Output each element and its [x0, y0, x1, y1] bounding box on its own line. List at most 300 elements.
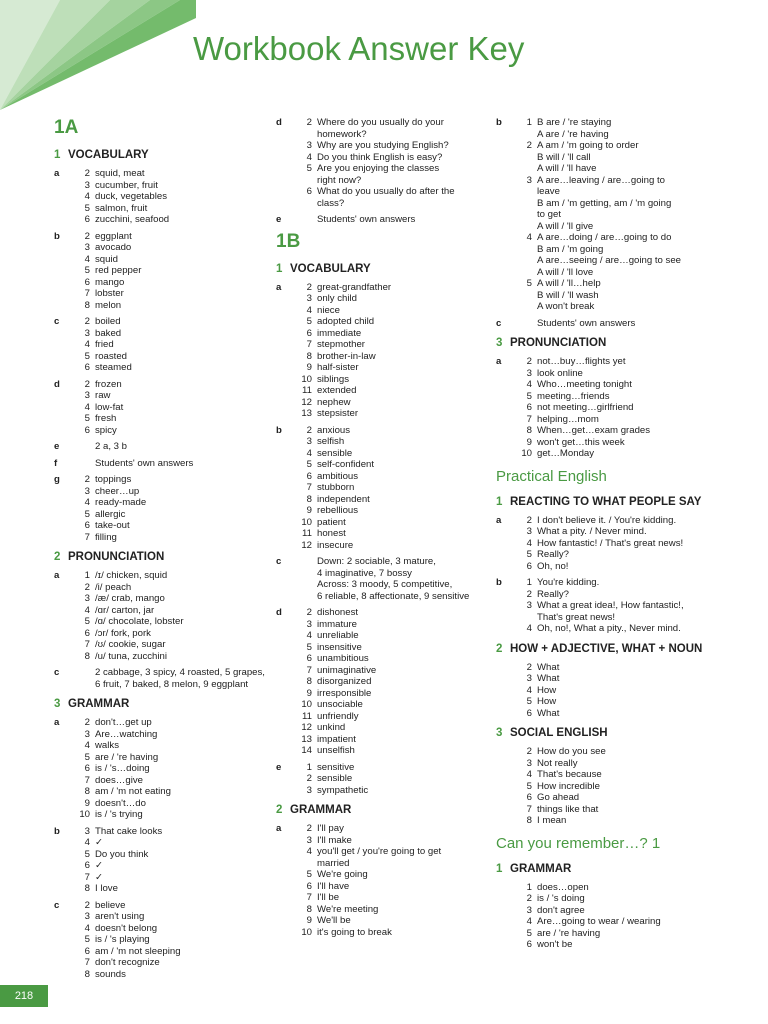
answer-number: 5 [526, 696, 532, 707]
section-heading [54, 698, 269, 711]
answer-text: 2 cabbage, 3 spicy, 4 roasted, 5 grapes, [95, 667, 265, 678]
answer-item [290, 762, 491, 774]
section-heading [54, 551, 269, 564]
answer-item [510, 437, 721, 449]
answer-number: 4 [526, 684, 532, 696]
answer-text: things like that [537, 803, 599, 815]
answer-item [68, 752, 269, 764]
answer-text: aren't using [95, 911, 145, 922]
section-title: VOCABULARY [290, 262, 371, 275]
answer-number: 2 [84, 316, 90, 327]
answer-number [68, 679, 95, 691]
answer-text: unimaginative [317, 664, 377, 676]
answer-text: baked [95, 327, 122, 339]
exercise-letter: b [496, 577, 502, 588]
exercise-letter: c [54, 667, 60, 678]
answer-item [290, 362, 491, 374]
exercise-letter: e [54, 441, 60, 452]
answer-number: 6 [526, 402, 532, 413]
answer-item [290, 927, 491, 939]
answer-text: spicy [95, 424, 117, 436]
answer-text: I'll have [317, 880, 350, 892]
answer-number: 3 [526, 904, 532, 916]
answer-text: Oh, no! [537, 560, 569, 572]
answer-number: 5 [84, 616, 90, 627]
answer-number: 8 [526, 815, 532, 826]
answer-text: A am / 'm going to order [537, 140, 639, 151]
answer-item [510, 356, 721, 368]
answer-text: What [537, 673, 560, 684]
answer-number: 5 [84, 413, 90, 424]
exercise [496, 577, 721, 635]
answer-number: 1 [526, 881, 532, 893]
answer-item [68, 203, 269, 215]
answer-text: married [317, 857, 350, 869]
answer-item [510, 368, 721, 380]
answer-list [68, 458, 269, 470]
answer-list [290, 117, 491, 209]
answer-item [290, 630, 491, 642]
section-number: 3 [496, 727, 503, 739]
answer-number: 2 [526, 661, 532, 673]
answer-number [510, 301, 537, 313]
answer-number: 11 [302, 385, 312, 396]
answer-number: 3 [306, 618, 312, 630]
answer-text: I'll be [317, 892, 340, 903]
answer-item [68, 593, 269, 605]
answer-item [290, 607, 491, 619]
answer-text: /ɑr/ carton, jar [95, 604, 155, 616]
answer-number: 12 [301, 539, 312, 551]
answer-number: 1 [526, 577, 532, 588]
answer-text: don't…get up [95, 717, 152, 728]
answer-number: 4 [84, 922, 90, 934]
answer-text: take-out [95, 520, 130, 531]
answer-text: Not really [537, 757, 578, 769]
answer-number: 13 [301, 733, 312, 745]
answer-item [290, 568, 491, 580]
section-title: PRONUNCIATION [68, 551, 165, 563]
exercise [54, 441, 269, 453]
answer-item [68, 969, 269, 981]
answer-number [510, 221, 537, 233]
answer-text: /ɔr/ fork, pork [95, 627, 151, 639]
answer-text: B am / 'm going [537, 243, 604, 255]
answer-number: 3 [526, 757, 532, 769]
answer-number: 3 [84, 825, 90, 837]
answer-text: does…give [95, 774, 143, 786]
answer-number: 7 [526, 413, 532, 425]
answer-text: Why are you studying English? [317, 140, 449, 151]
answer-list [510, 515, 721, 573]
answer-text: adopted child [317, 316, 375, 327]
answer-text: Students' own answers [95, 457, 194, 469]
answer-number: 3 [84, 485, 90, 497]
answer-text: unsociable [317, 699, 363, 710]
answer-item [290, 722, 491, 734]
answer-text: A won't break [537, 301, 595, 312]
answer-item [68, 605, 269, 617]
answer-item [290, 881, 491, 893]
answer-item [510, 685, 721, 697]
answer-item [68, 486, 269, 498]
answer-text: leave [537, 186, 560, 197]
answer-number: 5 [306, 869, 312, 880]
answer-number: 9 [306, 505, 312, 516]
exercise-letter [496, 882, 510, 951]
answer-number [510, 186, 537, 198]
answer-number: 8 [306, 903, 312, 915]
answer-number: 4 [84, 401, 90, 413]
answer-item [290, 785, 491, 797]
answer-number: 12 [301, 722, 312, 733]
exercise [496, 746, 721, 827]
answer-item [68, 860, 269, 872]
answer-text: /ɪ/ chicken, squid [95, 570, 168, 581]
answer-number: 2 [306, 424, 312, 436]
answer-item [510, 708, 721, 720]
answer-list [290, 762, 491, 797]
exercise [54, 717, 269, 821]
answer-text: selfish [317, 436, 345, 447]
section-heading [496, 727, 721, 740]
answer-text: siblings [317, 373, 349, 385]
answer-number [510, 255, 537, 267]
answer-list [290, 607, 491, 757]
answer-item [510, 916, 721, 928]
answer-text: Who…meeting tonight [537, 379, 632, 390]
answer-text: brother-in-law [317, 350, 376, 362]
answer-text: to get [537, 209, 562, 220]
answer-item [290, 186, 491, 198]
answer-number [510, 129, 537, 141]
answer-item [68, 946, 269, 958]
answer-item [290, 316, 491, 328]
answer-item [290, 846, 491, 858]
answer-text: red pepper [95, 265, 142, 276]
answer-text: B will / 'll wash [537, 289, 599, 301]
answer-text: How incredible [537, 780, 600, 792]
answer-number [290, 556, 317, 568]
answer-number: 6 [84, 627, 90, 639]
exercise [496, 882, 721, 951]
answer-number: 2 [306, 823, 312, 834]
answer-number: 5 [526, 927, 532, 939]
exercise [496, 662, 721, 720]
answer-list [68, 667, 269, 690]
answer-number: 2 [526, 140, 532, 151]
answer-text: low-fat [95, 401, 124, 413]
answer-number: 4 [306, 846, 312, 857]
answer-item [68, 923, 269, 935]
answer-item [510, 928, 721, 940]
answer-item [68, 849, 269, 861]
answer-text: Where do you usually do your [317, 117, 444, 128]
answer-list [510, 577, 721, 635]
answer-number: 6 [526, 792, 532, 803]
answer-item [290, 163, 491, 175]
answer-text: is / 's…doing [95, 763, 150, 774]
answer-list [510, 117, 721, 313]
exercise-letter: f [54, 457, 58, 469]
answer-list [290, 214, 491, 226]
exercise [54, 316, 269, 374]
answer-text: raw [95, 390, 111, 401]
answer-number: 5 [306, 316, 312, 327]
answer-text: look online [537, 367, 583, 379]
answer-item [290, 385, 491, 397]
answer-number [68, 441, 95, 453]
answer-text: How [537, 684, 557, 696]
answer-number: 6 [84, 520, 90, 531]
answer-text: only child [317, 293, 357, 304]
answer-text: extended [317, 385, 357, 396]
answer-number: 2 [84, 230, 90, 242]
section-number: 1 [276, 262, 283, 275]
answer-number [290, 568, 317, 580]
answer-item [290, 892, 491, 904]
subheading: Can you remember…? 1 [496, 834, 661, 852]
answer-number: 10 [301, 373, 312, 385]
exercise [54, 826, 269, 895]
answer-item [510, 758, 721, 770]
answer-text: Down: 2 sociable, 3 mature, [317, 556, 436, 567]
answer-text: insensitive [317, 641, 362, 653]
answer-list [68, 441, 269, 453]
answer-text: won't be [537, 939, 573, 950]
answer-item [68, 934, 269, 946]
exercise-letter [496, 662, 510, 720]
answer-text: /ɑ/ chocolate, lobster [95, 616, 184, 627]
answer-text: We're meeting [317, 903, 379, 915]
answer-text: roasted [95, 350, 127, 362]
answer-text: squid, meat [95, 168, 145, 179]
answer-text: am / 'm not sleeping [95, 945, 181, 957]
answer-item [68, 242, 269, 254]
exercise [54, 458, 269, 470]
answer-number: 2 [306, 607, 312, 618]
answer-text: don't agree [537, 904, 585, 916]
answer-number: 6 [84, 276, 90, 288]
section-number: 2 [276, 804, 283, 816]
answer-text: Go ahead [537, 792, 580, 803]
answer-number: 5 [526, 780, 532, 792]
answer-item [68, 570, 269, 582]
answer-number: 3 [526, 174, 532, 186]
exercise-letter: d [54, 378, 60, 390]
answer-number: 7 [84, 288, 90, 299]
answer-item [68, 180, 269, 192]
answer-text: anxious [317, 424, 351, 436]
answer-text: get…Monday [537, 448, 595, 459]
answer-item [290, 471, 491, 483]
exercise [496, 117, 721, 313]
answer-text: Really? [537, 588, 569, 600]
answer-list [68, 231, 269, 312]
answer-item [510, 589, 721, 601]
answer-number: 6 [306, 327, 312, 339]
exercise-letter: b [496, 117, 502, 128]
answer-number: 3 [84, 327, 90, 339]
answer-number: 6 [526, 707, 532, 719]
answer-item [290, 397, 491, 409]
answer-text: /æ/ crab, mango [95, 593, 165, 604]
section-number: 2 [54, 551, 61, 563]
answer-item [68, 837, 269, 849]
exercise-letter: c [496, 317, 502, 329]
answer-number: 7 [84, 957, 90, 968]
answer-number: 7 [84, 774, 90, 786]
answer-item [510, 696, 721, 708]
exercise [276, 607, 491, 757]
answer-text: self-confident [317, 459, 375, 470]
answer-item [68, 328, 269, 340]
answer-list [290, 556, 491, 602]
answer-number [290, 175, 317, 187]
answer-text: not…buy…flights yet [537, 356, 626, 367]
answer-number: 3 [84, 593, 90, 604]
answer-item [510, 538, 721, 550]
section-number: 2 [496, 642, 503, 655]
answer-list [68, 168, 269, 226]
answer-number: 7 [306, 892, 312, 903]
answer-item [290, 293, 491, 305]
answer-number: 9 [84, 797, 90, 809]
answer-number: 3 [526, 526, 532, 537]
answer-number: 12 [301, 396, 312, 408]
answer-item [290, 642, 491, 654]
answer-number: 6 [526, 939, 532, 950]
answer-text: you'll get / you're going to get [317, 846, 442, 857]
answer-number: 5 [526, 390, 532, 402]
section-heading [276, 263, 491, 276]
section-number: 1 [54, 149, 61, 161]
answer-text: Across: 3 moody, 5 competitive, [317, 579, 453, 590]
answer-number: 2 [84, 378, 90, 390]
answer-item [510, 152, 721, 164]
answer-item [510, 746, 721, 758]
exercise-letter: g [54, 474, 60, 485]
answer-number: 9 [306, 362, 312, 373]
answer-item [68, 679, 269, 691]
answer-number: 6 [306, 653, 312, 664]
answer-text: /u/ tuna, zucchini [95, 650, 167, 662]
answer-number: 5 [84, 848, 90, 860]
answer-text: steamed [95, 362, 132, 373]
answer-number: 3 [526, 367, 532, 379]
answer-item [68, 402, 269, 414]
answer-item [510, 267, 721, 279]
answer-text: You're kidding. [537, 577, 600, 588]
answer-text: We'll be [317, 915, 351, 926]
answer-number: 4 [526, 379, 532, 390]
answer-number: 4 [526, 623, 532, 634]
exercise [276, 117, 491, 209]
answer-item [510, 612, 721, 624]
answer-number [510, 612, 537, 624]
answer-text: sensitive [317, 761, 355, 773]
answer-number: 2 [84, 717, 90, 728]
section-title: PRONUNCIATION [510, 337, 607, 349]
answer-list [510, 318, 721, 330]
answer-list [290, 823, 491, 938]
page-number: 218 [0, 985, 48, 1007]
exercise [54, 570, 269, 662]
answer-item [68, 628, 269, 640]
answer-number [510, 290, 537, 302]
answer-item [68, 763, 269, 775]
answer-item [510, 129, 721, 141]
answer-text: fresh [95, 413, 117, 424]
answer-column-3 [496, 117, 721, 956]
answer-text: am / 'm not eating [95, 786, 171, 797]
answer-text: That's because [537, 769, 602, 780]
answer-item [68, 826, 269, 838]
answer-number: 8 [306, 676, 312, 687]
answer-number: 8 [84, 968, 90, 980]
answer-number: 4 [526, 769, 532, 780]
answer-text: frozen [95, 378, 122, 390]
answer-text: won't get…this week [537, 436, 625, 448]
answer-number: 7 [526, 803, 532, 815]
answer-item [510, 232, 721, 244]
exercise [276, 556, 491, 602]
answer-item [290, 175, 491, 187]
answer-text: it's going to break [317, 926, 392, 938]
answer-text: meeting…friends [537, 390, 610, 402]
answer-text: I mean [537, 815, 567, 826]
answer-item [290, 653, 491, 665]
exercise [54, 231, 269, 312]
exercise [276, 823, 491, 938]
answer-item [510, 804, 721, 816]
answer-text: toppings [95, 474, 132, 485]
answer-number: 4 [306, 151, 312, 163]
answer-item [290, 129, 491, 141]
answer-number: 2 [84, 168, 90, 179]
answer-text: Do you think [95, 848, 149, 860]
answer-text: believe [95, 899, 126, 911]
answer-list [68, 379, 269, 437]
answer-number: 7 [306, 482, 312, 493]
answer-text: is / 's doing [537, 893, 585, 904]
answer-item [290, 214, 491, 226]
answer-item [510, 290, 721, 302]
section-title: GRAMMAR [510, 862, 572, 875]
answer-text: rebellious [317, 505, 359, 516]
answer-number: 8 [84, 883, 90, 894]
answer-text: What [537, 707, 560, 719]
answer-text: half-sister [317, 362, 359, 373]
answer-item [68, 639, 269, 651]
answer-list [510, 662, 721, 720]
answer-number: 6 [84, 214, 90, 225]
answer-number: 2 [526, 588, 532, 600]
answer-number: 4 [84, 339, 90, 350]
answer-number [290, 214, 317, 226]
answer-item [510, 549, 721, 561]
answer-item [510, 425, 721, 437]
answer-item [68, 474, 269, 486]
answer-list [290, 282, 491, 420]
answer-item [290, 869, 491, 881]
answer-number: 3 [84, 911, 90, 922]
answer-number [510, 209, 537, 221]
exercise [54, 168, 269, 226]
section-heading [496, 863, 721, 876]
answer-text: ✓ [95, 871, 104, 883]
answer-text: When…get…exam grades [537, 425, 651, 436]
